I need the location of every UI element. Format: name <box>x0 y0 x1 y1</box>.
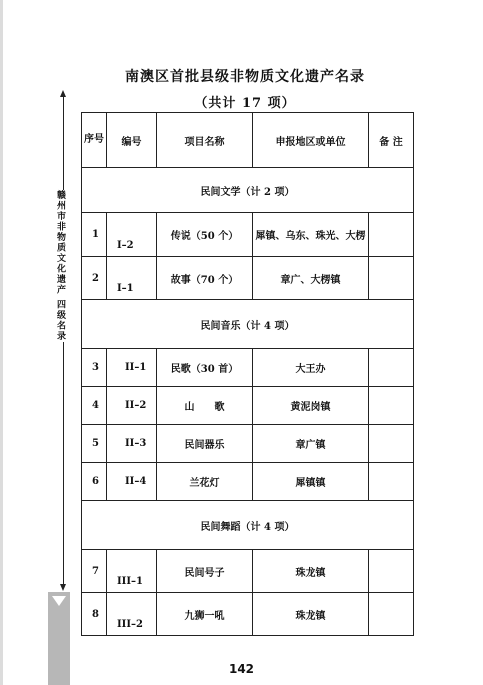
row-name: 民间号子 <box>157 550 253 593</box>
section-title: 民间文学（计 2 项） <box>82 168 414 213</box>
row-code: II–4 <box>107 463 157 501</box>
row-code: II–2 <box>107 387 157 425</box>
row-seq: 6 <box>82 463 107 501</box>
row-name: 民歌（30 首） <box>157 349 253 387</box>
row-seq: 2 <box>82 257 107 300</box>
row-seq: 4 <box>82 387 107 425</box>
row-note <box>369 550 414 593</box>
row-name: 故事（70 个） <box>157 257 253 300</box>
header-note: 备 注 <box>369 113 414 168</box>
table-row <box>82 257 414 300</box>
row-name: 山 歌 <box>157 387 253 425</box>
row-note <box>369 257 414 300</box>
header-seq: 序号 <box>82 113 107 168</box>
row-seq: 5 <box>82 425 107 463</box>
row-seq: 1 <box>82 213 107 257</box>
row-area: 珠龙镇 <box>253 593 369 636</box>
header-area: 申报地区或单位 <box>253 113 369 168</box>
header-code: 编号 <box>107 113 157 168</box>
row-code: II–1 <box>107 349 157 387</box>
row-code: II–3 <box>107 425 157 463</box>
row-area: 犀镇镇 <box>253 463 369 501</box>
table-row <box>82 550 414 593</box>
table-header-row <box>82 113 414 168</box>
row-seq: 3 <box>82 349 107 387</box>
row-name: 民间器乐 <box>157 425 253 463</box>
row-code: I–2 <box>107 213 157 257</box>
row-note <box>369 425 414 463</box>
page-subtitle: （共计 17 项） <box>194 96 296 111</box>
arrow-up-icon <box>60 90 66 97</box>
arrow-down-icon <box>60 584 66 591</box>
table-row <box>82 463 414 501</box>
page-edge <box>0 0 3 685</box>
table-row <box>82 349 414 387</box>
table-row <box>82 593 414 636</box>
section-row <box>82 168 414 213</box>
row-note <box>369 349 414 387</box>
table-row <box>82 425 414 463</box>
row-name: 兰花灯 <box>157 463 253 501</box>
row-area: 章广、大楞镇 <box>253 257 369 300</box>
row-note <box>369 593 414 636</box>
row-note <box>369 387 414 425</box>
row-code: III–2 <box>107 593 157 636</box>
page-title: 南澳区首批县级非物质文化遗产名录 <box>125 69 365 85</box>
row-area: 黄泥岗镇 <box>253 387 369 425</box>
row-name: 传说（50 个） <box>157 213 253 257</box>
row-area: 犀镇、乌东、珠光、大楞 <box>253 213 369 257</box>
side-label: 赣州市非物质文化遗产 四级名录 <box>50 190 70 342</box>
section-title: 民间音乐（计 4 项） <box>82 300 414 349</box>
section-row <box>82 300 414 349</box>
heritage-table <box>81 112 414 636</box>
row-name: 九狮一吼 <box>157 593 253 636</box>
page-number: 142 <box>228 662 255 676</box>
triangle-down-icon <box>52 596 66 606</box>
row-seq: 7 <box>82 550 107 593</box>
row-seq: 8 <box>82 593 107 636</box>
row-code: III–1 <box>107 550 157 593</box>
row-code: I–1 <box>107 257 157 300</box>
header-name: 项目名称 <box>157 113 253 168</box>
row-area: 章广镇 <box>253 425 369 463</box>
row-area: 大王办 <box>253 349 369 387</box>
section-title: 民间舞蹈（计 4 项） <box>82 501 414 550</box>
table-row <box>82 387 414 425</box>
row-note <box>369 463 414 501</box>
row-area: 珠龙镇 <box>253 550 369 593</box>
table-row <box>82 213 414 257</box>
section-row <box>82 501 414 550</box>
row-note <box>369 213 414 257</box>
